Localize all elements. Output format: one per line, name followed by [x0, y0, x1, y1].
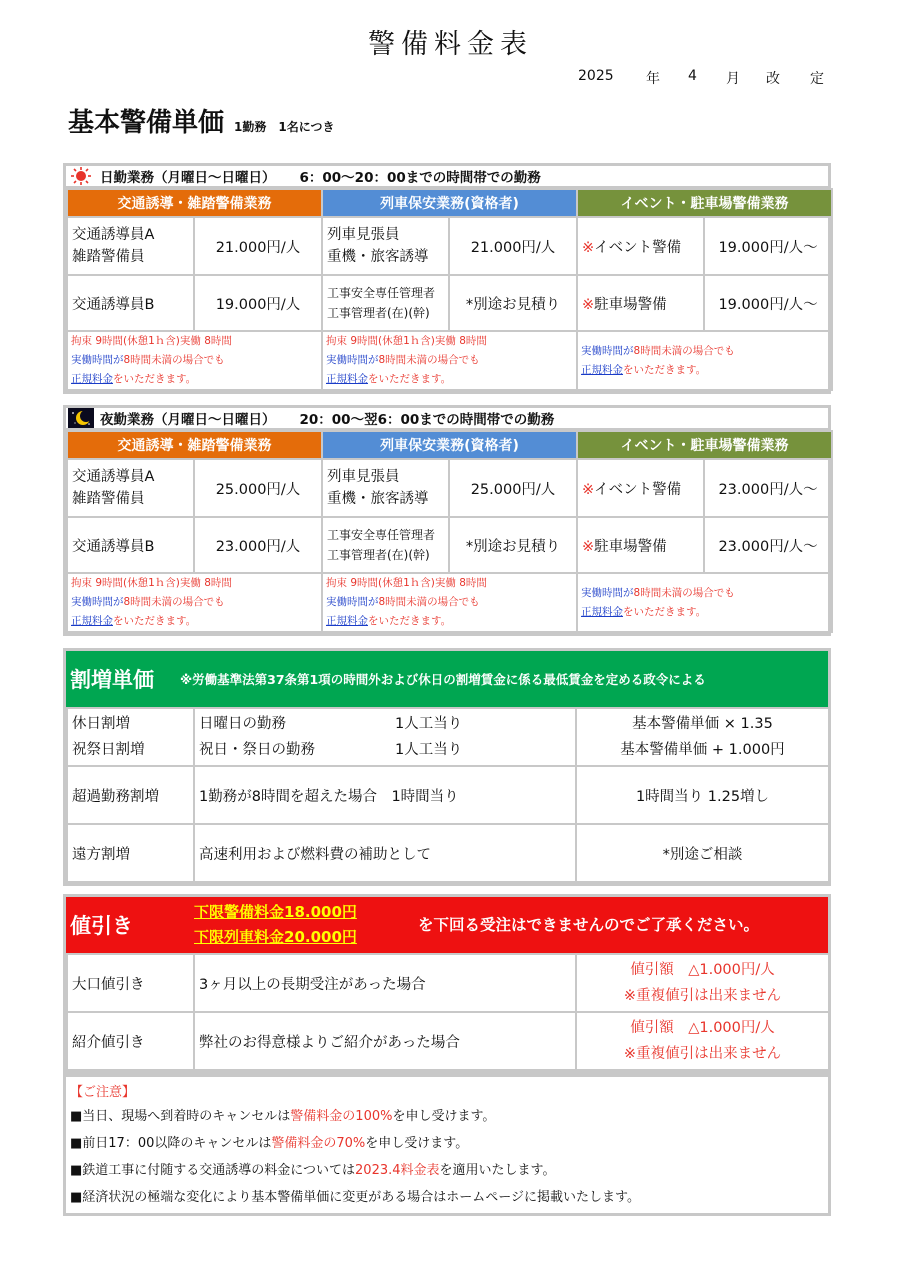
surcharge-condition: 日曜日の勤務 1人工当り 祝日・祭日の勤務 1人工当り	[194, 708, 576, 766]
discount-grid	[66, 953, 830, 1071]
role-cell: ※イベント警備	[577, 217, 704, 275]
role-cell: ※イベント警備	[577, 459, 704, 517]
sun-icon	[68, 166, 94, 186]
price-cell: 23.000円/人～	[704, 459, 832, 517]
table-row	[67, 459, 832, 517]
note-cell: 拘束 9時間(休憩1ｈ含)実働 8時間 実働時間が8時間未満の場合でも 正規料金をいただきます。	[67, 331, 322, 390]
night-shift-table	[63, 405, 831, 636]
surcharge-note: ※労働基準法第37条第1項の時間外および休日の割増賃金に係る最低賃金を定める政令による	[180, 672, 706, 687]
surcharge-rate: 1時間当り 1.25増し	[576, 766, 829, 824]
day-price-grid	[66, 188, 833, 391]
heading-sub: 1勤務 1名につき	[234, 120, 335, 134]
surcharge-condition: 高速利用および燃料費の補助として	[194, 824, 576, 882]
price-cell: 21.000円/人	[449, 217, 577, 275]
revised-month: 4	[688, 68, 697, 84]
note-cell: 拘束 9時間(休憩1ｈ含)実働 8時間 実働時間が8時間未満の場合でも 正規料金をいただきます。	[322, 573, 577, 632]
note-cell: 実働時間が8時間未満の場合でも 正規料金をいただきます。	[577, 331, 832, 390]
surcharge-type: 超過勤務割増	[67, 766, 194, 824]
price-cell: 19.000円/人～	[704, 217, 832, 275]
revised-tei: 定	[810, 71, 824, 87]
night-shift-hours: 20：00～翌6：00までの時間帯での勤務	[299, 412, 555, 428]
role-cell: 交通誘導員B	[67, 275, 194, 331]
surcharge-type: 休日割増 祝祭日割増	[67, 708, 194, 766]
role-cell: 列車見張員 重機・旅客誘導	[322, 459, 449, 517]
minimum-train-fee: 下限列車料金20.000円	[194, 928, 357, 946]
note-row	[67, 573, 832, 632]
minimum-fees	[194, 900, 357, 950]
role-cell: 交通誘導員B	[67, 517, 194, 573]
table-row	[67, 217, 832, 275]
heading-main: 基本警備単価	[68, 108, 225, 138]
surcharge-header	[66, 651, 828, 707]
price-cell: 25.000円/人	[449, 459, 577, 517]
surcharge-title: 割増単価	[70, 668, 154, 692]
table-row	[67, 1012, 829, 1070]
revised-year: 2025	[578, 68, 614, 84]
page-title: 警備料金表	[368, 29, 533, 60]
revision-date	[578, 68, 824, 88]
discount-type: 大口値引き	[67, 954, 194, 1012]
caution-line: ■前日17：00以降のキャンセルは警備料金の70%を申し受けます。	[70, 1136, 469, 1151]
note-cell: 拘束 9時間(休憩1ｈ含)実働 8時間 実働時間が8時間未満の場合でも 正規料金をいただきます。	[322, 331, 577, 390]
discount-title: 値引き	[70, 914, 133, 938]
night-shift-label: 夜勤業務（月曜日～日曜日）	[100, 412, 276, 428]
price-cell: 19.000円/人～	[704, 275, 832, 331]
discount-message: を下回る受注はできませんのでご了承ください。	[418, 916, 760, 934]
role-cell: 工事安全専任管理者 工事管理者(在)(幹)	[322, 517, 449, 573]
category-train: 列車保安業務(資格者)	[322, 189, 577, 217]
price-cell: 19.000円/人	[194, 275, 322, 331]
table-row	[67, 824, 829, 882]
note-row	[67, 331, 832, 390]
caution-title: 【ご注意】	[70, 1085, 136, 1100]
section-heading	[68, 102, 334, 139]
table-row	[67, 708, 829, 766]
category-train: 列車保安業務(資格者)	[322, 431, 577, 459]
category-event: イベント・駐車場警備業務	[577, 431, 832, 459]
caution-line: ■経済状況の極端な変化により基本警備単価に変更がある場合はホームページに掲載いたします。	[70, 1190, 640, 1205]
note-cell: 拘束 9時間(休憩1ｈ含)実働 8時間 実働時間が8時間未満の場合でも 正規料金をいただきます。	[67, 573, 322, 632]
discount-amount: 値引額 △1.000円/人 ※重複値引は出来ません	[576, 954, 829, 1012]
price-cell: *別途お見積り	[449, 275, 577, 331]
price-cell: 23.000円/人	[194, 517, 322, 573]
revised-year-unit: 年	[646, 71, 660, 87]
role-cell: 工事安全専任管理者 工事管理者(在)(幹)	[322, 275, 449, 331]
day-shift-table	[63, 163, 831, 394]
discount-condition: 弊社のお得意様よりご紹介があった場合	[194, 1012, 576, 1070]
night-shift-header	[66, 408, 828, 430]
note-cell: 実働時間が8時間未満の場合でも 正規料金をいただきます。	[577, 573, 832, 632]
day-shift-header	[66, 166, 828, 188]
price-cell: 25.000円/人	[194, 459, 322, 517]
table-row	[67, 275, 832, 331]
role-cell: ※駐車場警備	[577, 517, 704, 573]
discount-amount: 値引額 △1.000円/人 ※重複値引は出来ません	[576, 1012, 829, 1070]
day-shift-hours: 6：00～20：00までの時間帯での勤務	[299, 170, 541, 186]
revised-kai: 改	[766, 71, 780, 87]
moon-icon	[68, 408, 94, 428]
discount-type: 紹介値引き	[67, 1012, 194, 1070]
table-row	[67, 517, 832, 573]
surcharge-type: 遠方割増	[67, 824, 194, 882]
caution-line: ■当日、現場へ到着時のキャンセルは警備料金の100%を申し受けます。	[70, 1109, 496, 1124]
surcharge-condition: 1勤務が8時間を超えた場合 1時間当り	[194, 766, 576, 824]
category-traffic: 交通誘導・雑踏警備業務	[67, 189, 322, 217]
surcharge-rate: 基本警備単価 × 1.35 基本警備単価 + 1.000円	[576, 708, 829, 766]
category-event: イベント・駐車場警備業務	[577, 189, 832, 217]
surcharge-grid	[66, 707, 830, 883]
table-row	[67, 766, 829, 824]
table-row	[67, 954, 829, 1012]
caution-box	[63, 1074, 831, 1216]
night-price-grid	[66, 430, 833, 633]
discount-header	[66, 897, 828, 953]
role-cell: 列車見張員 重機・旅客誘導	[322, 217, 449, 275]
price-cell: 23.000円/人～	[704, 517, 832, 573]
discount-table	[63, 894, 831, 1074]
role-cell: ※駐車場警備	[577, 275, 704, 331]
role-cell: 交通誘導員A 雑踏警備員	[67, 459, 194, 517]
discount-condition: 3ヶ月以上の長期受注があった場合	[194, 954, 576, 1012]
surcharge-table	[63, 648, 831, 886]
price-cell: 21.000円/人	[194, 217, 322, 275]
caution-line: ■鉄道工事に付随する交通誘導の料金については2023.4料金表を適用いたします。	[70, 1163, 556, 1178]
day-shift-label: 日勤業務（月曜日～日曜日）	[100, 170, 276, 186]
surcharge-rate: *別途ご相談	[576, 824, 829, 882]
role-cell: 交通誘導員A 雑踏警備員	[67, 217, 194, 275]
revised-month-unit: 月	[726, 71, 740, 87]
price-cell: *別途お見積り	[449, 517, 577, 573]
minimum-guard-fee: 下限警備料金18.000円	[194, 903, 357, 921]
category-traffic: 交通誘導・雑踏警備業務	[67, 431, 322, 459]
